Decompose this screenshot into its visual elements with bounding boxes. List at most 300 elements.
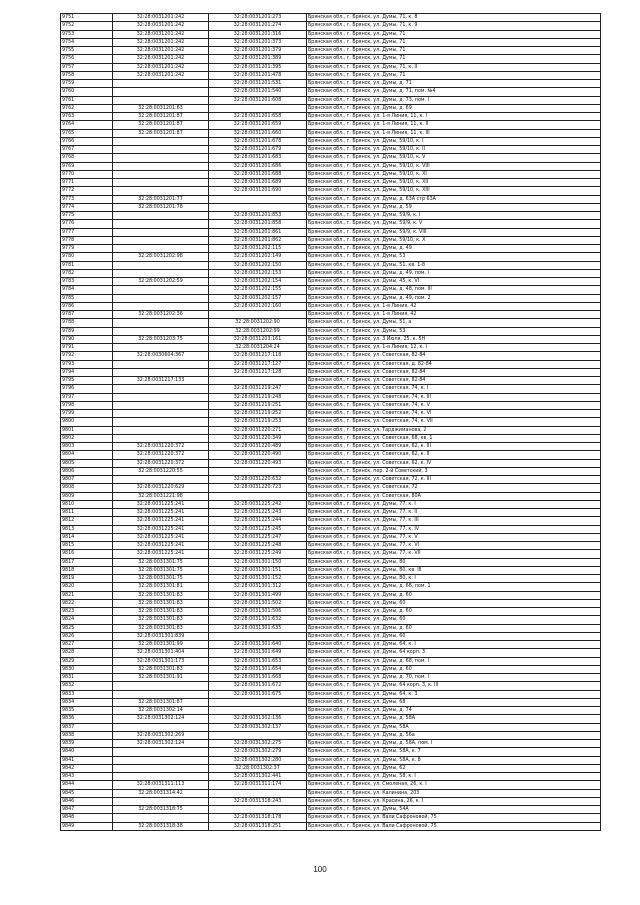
parcel-cadastral-cell (113, 236, 209, 244)
object-cadastral-cell: 32:28:0031201:389 (209, 55, 307, 63)
address-cell: Брянская обл., г. Брянск, ул. Думы, д. 68, пом. 1 (307, 583, 601, 591)
address-cell: Брянская обл., г. Брянск, ул. Советская, 74, к. VI (307, 410, 601, 418)
table-row (61, 344, 601, 352)
table-row (61, 723, 601, 731)
parcel-cadastral-cell: 32:28:0031301:91 (113, 674, 209, 682)
row-number-cell: 9822 (61, 599, 113, 607)
table-row (61, 550, 601, 558)
address-cell: Брянская обл., г. Брянск, ул. Советская, 74, к. V (307, 401, 601, 409)
table-row (61, 434, 601, 442)
parcel-cadastral-cell: 32:28:0031201:242 (113, 14, 209, 22)
object-cadastral-cell: 32:28:0031220:490 (209, 451, 307, 459)
address-cell: Брянская обл., г. Брянск, ул. Думы, 77, к. VII (307, 550, 601, 558)
object-cadastral-cell: 32:28:0031201:689 (209, 179, 307, 187)
row-number-cell: 9828 (61, 649, 113, 657)
row-number-cell: 9814 (61, 533, 113, 541)
row-number-cell: 9832 (61, 682, 113, 690)
address-cell: Брянская обл., г. Брянск, ул. Думы, 80, кв. III (307, 566, 601, 574)
address-cell: Брянская обл., г. Брянск, ул. 1-я Линия, 42 (307, 311, 601, 319)
object-cadastral-cell: 32:28:0031217:118 (209, 352, 307, 360)
table-row (61, 220, 601, 228)
table-row (61, 509, 601, 517)
row-number-cell: 9820 (61, 583, 113, 591)
parcel-cadastral-cell: 32:28:0031201:63 (113, 104, 209, 112)
row-number-cell: 9799 (61, 410, 113, 418)
parcel-cadastral-cell (113, 179, 209, 187)
address-cell: Брянская обл., г. Брянск, ул. Думы, 71, к. 8 (307, 14, 601, 22)
address-cell: Брянская обл., г. Брянск, ул. Советская, 74, к. I (307, 385, 601, 393)
row-number-cell: 9800 (61, 418, 113, 426)
table-row (61, 426, 601, 434)
table-row (61, 641, 601, 649)
object-cadastral-cell: 32:28:0031225:247 (209, 533, 307, 541)
table-row (61, 146, 601, 154)
address-cell: Брянская обл., г. Брянск, ул. Думы, 59/9, к. VIII (307, 228, 601, 236)
table-row (61, 731, 601, 739)
object-cadastral-cell: 32:28:0031201:858 (209, 220, 307, 228)
object-cadastral-cell: 32:28:0031301:152 (209, 575, 307, 583)
parcel-cadastral-cell: 32:28:0031301:173 (113, 657, 209, 665)
table-row (61, 418, 601, 426)
address-cell: Брянская обл., г. Брянск, ул. Думы, 45, к. VI (307, 278, 601, 286)
row-number-cell: 9807 (61, 476, 113, 484)
table-row (61, 822, 601, 830)
parcel-cadastral-cell (113, 170, 209, 178)
object-cadastral-cell: 32:28:0031203:161 (209, 335, 307, 343)
table-row (61, 63, 601, 71)
object-cadastral-cell: 32:28:0031202:155 (209, 286, 307, 294)
object-cadastral-cell: 32:28:0031201:274 (209, 22, 307, 30)
parcel-cadastral-cell: 32:28:0031302:124 (113, 715, 209, 723)
row-number-cell: 9825 (61, 624, 113, 632)
table-row (61, 773, 601, 781)
table-row (61, 715, 601, 723)
table-row (61, 401, 601, 409)
parcel-cadastral-cell: 32:28:0031301:81 (113, 583, 209, 591)
table-row (61, 245, 601, 253)
row-number-cell: 9787 (61, 311, 113, 319)
address-cell: Брянская обл., г. Брянск, ул. Думы, 59/9, к. V (307, 220, 601, 228)
object-cadastral-cell: 32:28:0031220:723 (209, 484, 307, 492)
parcel-cadastral-cell: 32:28:0031301:83 (113, 591, 209, 599)
parcel-cadastral-cell (113, 319, 209, 327)
object-cadastral-cell: 32:28:0031220:489 (209, 443, 307, 451)
row-number-cell: 9780 (61, 253, 113, 261)
object-cadastral-cell (209, 492, 307, 500)
address-cell: Брянская обл., г. Брянск, ул. Советская, 82-84 (307, 368, 601, 376)
table-row (61, 451, 601, 459)
parcel-cadastral-cell (113, 327, 209, 335)
object-cadastral-cell: 32:28:0031219:248 (209, 393, 307, 401)
address-cell: Брянская обл., г. Брянск, ул. Думы, 58, к. I (307, 773, 601, 781)
row-number-cell: 9761 (61, 96, 113, 104)
row-number-cell: 9843 (61, 773, 113, 781)
address-cell: Брянская обл., г. Брянск, ул. 1-я Линия, 11, к. II (307, 121, 601, 129)
object-cadastral-cell: 32:28:0031201:373 (209, 38, 307, 46)
parcel-cadastral-cell: 32:28:0031225:241 (113, 517, 209, 525)
row-number-cell: 9784 (61, 286, 113, 294)
row-number-cell: 9798 (61, 401, 113, 409)
object-cadastral-cell: 32:28:0031302:280 (209, 756, 307, 764)
parcel-cadastral-cell (113, 269, 209, 277)
address-cell: Брянская обл., г. Брянск, ул. Думы, 77, к. IV (307, 525, 601, 533)
parcel-cadastral-cell (113, 764, 209, 772)
object-cadastral-cell: 32:28:0031202:115 (209, 245, 307, 253)
register-table (60, 13, 601, 831)
parcel-cadastral-cell: 32:28:0031201:87 (113, 121, 209, 129)
address-cell: Брянская обл., г. Брянск, ул. Думы, 60 (307, 599, 601, 607)
row-number-cell: 9751 (61, 14, 113, 22)
table-row (61, 616, 601, 624)
object-cadastral-cell: 32:28:0031219:253 (209, 418, 307, 426)
row-number-cell: 9847 (61, 806, 113, 814)
row-number-cell: 9816 (61, 550, 113, 558)
row-number-cell: 9842 (61, 764, 113, 772)
table-row (61, 203, 601, 211)
parcel-cadastral-cell (113, 797, 209, 805)
row-number-cell: 9792 (61, 352, 113, 360)
object-cadastral-cell: 32:28:0031225:242 (209, 500, 307, 508)
row-number-cell: 9778 (61, 236, 113, 244)
address-cell: Брянская обл., г. Брянск, ул. Думы, д. 49, пом. 2 (307, 294, 601, 302)
address-cell: Брянская обл., г. Брянск, ул. Думы, 71, к. II (307, 63, 601, 71)
object-cadastral-cell: 32:28:0031201:531 (209, 80, 307, 88)
row-number-cell: 9777 (61, 228, 113, 236)
parcel-cadastral-cell (113, 773, 209, 781)
parcel-cadastral-cell: 32:28:0031221:98 (113, 492, 209, 500)
address-cell: Брянская обл., г. Брянск, ул. Думы, д. 49 (307, 245, 601, 253)
table-row (61, 261, 601, 269)
object-cadastral-cell (209, 806, 307, 814)
row-number-cell: 9775 (61, 212, 113, 220)
parcel-cadastral-cell: 32:28:0031302:14 (113, 707, 209, 715)
table-row (61, 764, 601, 772)
object-cadastral-cell: 32:28:0031202:157 (209, 294, 307, 302)
address-cell: Брянская обл., г. Брянск, ул. Думы, д. 49, пом. I (307, 269, 601, 277)
table-row (61, 649, 601, 657)
row-number-cell: 9830 (61, 665, 113, 673)
page-number: 100 (313, 865, 327, 874)
table-row (61, 558, 601, 566)
row-number-cell: 9783 (61, 278, 113, 286)
parcel-cadastral-cell: 32:28:0031301:839 (113, 632, 209, 640)
object-cadastral-cell: 32:28:0031220:271 (209, 426, 307, 434)
address-cell: Брянская обл., г. Брянск, ул. Думы, 59/9, к. I (307, 212, 601, 220)
table-row (61, 665, 601, 673)
address-cell: Брянская обл., г. Брянск, ул. Красина, 26, к. I (307, 797, 601, 805)
parcel-cadastral-cell: 32:28:0030604:367 (113, 352, 209, 360)
row-number-cell: 9810 (61, 500, 113, 508)
object-cadastral-cell: 32:28:0031202:154 (209, 278, 307, 286)
parcel-cadastral-cell: 32:28:0031301:99 (113, 641, 209, 649)
address-cell: Брянская обл., г. Брянск, ул. Думы, д. 58А (307, 715, 601, 723)
object-cadastral-cell: 32:28:0031301:502 (209, 599, 307, 607)
parcel-cadastral-cell: 32:28:0031225:241 (113, 509, 209, 517)
object-cadastral-cell: 32:28:0031225:248 (209, 542, 307, 550)
parcel-cadastral-cell (113, 476, 209, 484)
address-cell: Брянская обл., г. Брянск, ул. Думы, д. 68, пом. I (307, 657, 601, 665)
parcel-cadastral-cell: 32:28:0031202:59 (113, 278, 209, 286)
table-row (61, 624, 601, 632)
object-cadastral-cell: 32:28:0031318:178 (209, 814, 307, 822)
table-row (61, 748, 601, 756)
table-row (61, 517, 601, 525)
parcel-cadastral-cell: 32:28:0031301:404 (113, 649, 209, 657)
row-number-cell: 9826 (61, 632, 113, 640)
row-number-cell: 9793 (61, 360, 113, 368)
address-cell: Брянская обл., г. Брянск, ул. 1-я Линия, 12, к. I (307, 344, 601, 352)
row-number-cell: 9786 (61, 302, 113, 310)
parcel-cadastral-cell: 32:28:0031201:87 (113, 113, 209, 121)
address-cell: Брянская обл., г. Брянск, ул. Думы, д. 60 (307, 624, 601, 632)
parcel-cadastral-cell: 32:28:0031301:83 (113, 624, 209, 632)
table-row (61, 269, 601, 277)
table-row (61, 657, 601, 665)
address-cell: Брянская обл., г. Брянск, ул. Вали Сафроновой, 75 (307, 814, 601, 822)
table-row (61, 327, 601, 335)
object-cadastral-cell: 32:28:0031302:441 (209, 773, 307, 781)
address-cell: Брянская обл., г. Брянск, ул. Думы, д. 70, пом. I (307, 674, 601, 682)
address-cell: Брянская обл., г. Брянск, пер. 2-й Советский, 3 (307, 467, 601, 475)
table-row (61, 690, 601, 698)
row-number-cell: 9846 (61, 797, 113, 805)
address-cell: Брянская обл., г. Брянск, ул. Думы, 77, к. I (307, 500, 601, 508)
address-cell: Брянская обл., г. Брянск, ул. 1-я Линия, 42 (307, 302, 601, 310)
address-cell: Брянская обл., г. Брянск, ул. Советская, 62, к. II (307, 451, 601, 459)
table-row (61, 500, 601, 508)
object-cadastral-cell: 32:28:0031202:99 (209, 327, 307, 335)
row-number-cell: 9759 (61, 80, 113, 88)
object-cadastral-cell: 32:28:0031201:379 (209, 47, 307, 55)
row-number-cell: 9835 (61, 707, 113, 715)
address-cell: Брянская обл., г. Брянск, ул. Думы, 77, к. VI (307, 542, 601, 550)
address-cell: Брянская обл., г. Брянск, ул. Думы, 53 (307, 253, 601, 261)
address-cell: Брянская обл., г. Брянск, ул. Думы, 71, к. 9 (307, 22, 601, 30)
table-row (61, 162, 601, 170)
address-cell: Брянская обл., г. Брянск, ул. Думы, 60 (307, 632, 601, 640)
table-row (61, 377, 601, 385)
table-row (61, 71, 601, 79)
row-number-cell: 9821 (61, 591, 113, 599)
object-cadastral-cell: 32:28:0031301:672 (209, 682, 307, 690)
parcel-cadastral-cell: 32:28:0031202:98 (113, 253, 209, 261)
row-number-cell: 9790 (61, 335, 113, 343)
parcel-cadastral-cell (113, 368, 209, 376)
parcel-cadastral-cell (113, 344, 209, 352)
row-number-cell: 9788 (61, 319, 113, 327)
table-row (61, 121, 601, 129)
address-cell: Брянская обл., г. Брянск, ул. Советская, 74, к. III (307, 393, 601, 401)
parcel-cadastral-cell: 32:28:0031203:75 (113, 335, 209, 343)
address-cell: Брянская обл., г. Брянск, ул. Думы, д. 69 (307, 104, 601, 112)
table-row (61, 14, 601, 22)
table-row (61, 476, 601, 484)
object-cadastral-cell: 32:28:0031301:150 (209, 558, 307, 566)
table-row (61, 360, 601, 368)
address-cell: Брянская обл., г. Брянск, ул. Думы, 51, а (307, 319, 601, 327)
object-cadastral-cell: 32:28:0031217:127 (209, 360, 307, 368)
object-cadastral-cell: 32:28:0031201:862 (209, 236, 307, 244)
row-number-cell: 9840 (61, 748, 113, 756)
parcel-cadastral-cell: 32:28:0031301:83 (113, 599, 209, 607)
row-number-cell: 9813 (61, 525, 113, 533)
table-row (61, 410, 601, 418)
address-cell: Брянская обл., г. Брянск, ул. Думы, 51, кв. 1-8 (307, 261, 601, 269)
table-row (61, 253, 601, 261)
object-cadastral-cell (209, 698, 307, 706)
table-row (61, 187, 601, 195)
parcel-cadastral-cell (113, 137, 209, 145)
address-cell: Брянская обл., г. Брянск, ул. Думы, 53 (307, 327, 601, 335)
row-number-cell: 9809 (61, 492, 113, 500)
row-number-cell: 9785 (61, 294, 113, 302)
row-number-cell: 9774 (61, 203, 113, 211)
object-cadastral-cell: 32:28:0031201:686 (209, 162, 307, 170)
parcel-cadastral-cell (113, 385, 209, 393)
object-cadastral-cell: 32:28:0031302:136 (209, 715, 307, 723)
row-number-cell: 9831 (61, 674, 113, 682)
row-number-cell: 9801 (61, 426, 113, 434)
parcel-cadastral-cell: 32:28:0031225:241 (113, 525, 209, 533)
row-number-cell: 9795 (61, 377, 113, 385)
object-cadastral-cell (209, 731, 307, 739)
parcel-cadastral-cell (113, 187, 209, 195)
parcel-cadastral-cell: 32:28:0031217:133 (113, 377, 209, 385)
address-cell: Брянская обл., г. Брянск, ул. Думы, 80, к. I (307, 575, 601, 583)
object-cadastral-cell: 32:28:0031201:395 (209, 63, 307, 71)
row-number-cell: 9770 (61, 170, 113, 178)
address-cell: Брянская обл., г. Брянск, ул. Думы, 59/10, к. XIII (307, 187, 601, 195)
parcel-cadastral-cell (113, 393, 209, 401)
parcel-cadastral-cell (113, 88, 209, 96)
parcel-cadastral-cell (113, 80, 209, 88)
table-row (61, 492, 601, 500)
object-cadastral-cell: 32:28:0031202:150 (209, 261, 307, 269)
table-row (61, 311, 601, 319)
row-number-cell: 9834 (61, 698, 113, 706)
object-cadastral-cell: 32:28:0031225:243 (209, 509, 307, 517)
address-cell: Брянская обл., г. Брянск, ул. Думы, 77, к. III (307, 517, 601, 525)
address-cell: Брянская обл., г. Брянск, ул. Думы, д. 60 (307, 665, 601, 673)
row-number-cell: 9773 (61, 195, 113, 203)
table-row (61, 385, 601, 393)
object-cadastral-cell: 32:28:0031201:678 (209, 137, 307, 145)
table-row (61, 599, 601, 607)
parcel-cadastral-cell: 32:28:0031302:269 (113, 731, 209, 739)
parcel-cadastral-cell (113, 96, 209, 104)
address-cell: Брянская обл., г. Брянск, ул. Смоленая, 26, к. I (307, 781, 601, 789)
parcel-cadastral-cell (113, 212, 209, 220)
object-cadastral-cell: 32:28:0031302:275 (209, 740, 307, 748)
register-table-body (61, 14, 601, 831)
row-number-cell: 9755 (61, 47, 113, 55)
parcel-cadastral-cell: 32:28:0031201:242 (113, 22, 209, 30)
address-cell: Брянская обл., г. Брянск, ул. Думы, д. 71 (307, 80, 601, 88)
row-number-cell: 9849 (61, 822, 113, 830)
parcel-cadastral-cell (113, 261, 209, 269)
object-cadastral-cell: 32:28:0031311:174 (209, 781, 307, 789)
address-cell: Брянская обл., г. Брянск, ул. 3 Июля, 25, к. 5Н (307, 335, 601, 343)
table-row (61, 575, 601, 583)
object-cadastral-cell: 32:28:0031202:90 (209, 319, 307, 327)
address-cell: Брянская обл., г. Брянск, ул. Думы, д. 73, пом. I (307, 96, 601, 104)
row-number-cell: 9844 (61, 781, 113, 789)
table-row (61, 368, 601, 376)
object-cadastral-cell: 32:28:0031202:160 (209, 302, 307, 310)
table-row (61, 294, 601, 302)
address-cell: Брянская обл., г. Брянск, ул. Думы, 80 (307, 558, 601, 566)
table-row (61, 352, 601, 360)
object-cadastral-cell: 32:28:0031217:128 (209, 368, 307, 376)
address-cell: Брянская обл., г. Брянск, ул. 1-я Линия, 11, к. III (307, 129, 601, 137)
table-row (61, 179, 601, 187)
object-cadastral-cell: 32:28:0031201:478 (209, 71, 307, 79)
parcel-cadastral-cell: 32:28:0031201:242 (113, 55, 209, 63)
object-cadastral-cell: 32:28:0031220:493 (209, 459, 307, 467)
table-row (61, 459, 601, 467)
object-cadastral-cell: 32:28:0031302:37 (209, 764, 307, 772)
parcel-cadastral-cell (113, 748, 209, 756)
table-row (61, 525, 601, 533)
address-cell: Брянская обл., г. Брянск, ул. Советская, 68, кв. 1 (307, 434, 601, 442)
object-cadastral-cell: 32:28:0031301:668 (209, 674, 307, 682)
row-number-cell: 9797 (61, 393, 113, 401)
address-cell: Брянская обл., г. Брянск, ул. Думы, 68 (307, 698, 601, 706)
object-cadastral-cell (209, 377, 307, 385)
address-cell: Брянская обл., г. Брянск, ул. Думы, 59/10, к. XI (307, 170, 601, 178)
table-row (61, 212, 601, 220)
address-cell: Брянская обл., г. Брянск, ул. Думы, 77, к. V (307, 533, 601, 541)
object-cadastral-cell: 32:28:0031301:632 (209, 616, 307, 624)
row-number-cell: 9768 (61, 154, 113, 162)
address-cell: Брянская обл., г. Брянск, ул. Думы, 59/10, к. XII (307, 179, 601, 187)
object-cadastral-cell: 32:28:0031301:506 (209, 608, 307, 616)
table-row (61, 88, 601, 96)
table-row (61, 104, 601, 112)
address-cell: Брянская обл., г. Брянск, ул. Думы, 71 (307, 38, 601, 46)
parcel-cadastral-cell: 32:28:0031220:55 (113, 467, 209, 475)
row-number-cell: 9818 (61, 566, 113, 574)
table-row (61, 129, 601, 137)
table-row (61, 806, 601, 814)
table-row (61, 740, 601, 748)
parcel-cadastral-cell: 32:28:0031318:75 (113, 806, 209, 814)
address-cell: Брянская обл., г. Брянск, ул. Тарджиманова, 2 (307, 426, 601, 434)
table-row (61, 533, 601, 541)
parcel-cadastral-cell: 32:28:0031201:242 (113, 47, 209, 55)
object-cadastral-cell: 32:28:0031201:608 (209, 96, 307, 104)
row-number-cell: 9782 (61, 269, 113, 277)
parcel-cadastral-cell (113, 690, 209, 698)
parcel-cadastral-cell: 32:28:0031314:42 (113, 789, 209, 797)
parcel-cadastral-cell: 32:28:0031220:372 (113, 459, 209, 467)
table-row (61, 814, 601, 822)
object-cadastral-cell: 32:28:0031201:683 (209, 154, 307, 162)
object-cadastral-cell: 32:28:0031201:658 (209, 113, 307, 121)
address-cell: Брянская обл., г. Брянск, ул. Советская, 72 (307, 484, 601, 492)
parcel-cadastral-cell: 32:28:0031201:242 (113, 63, 209, 71)
parcel-cadastral-cell (113, 723, 209, 731)
row-number-cell: 9753 (61, 30, 113, 38)
row-number-cell: 9803 (61, 443, 113, 451)
table-row (61, 583, 601, 591)
parcel-cadastral-cell: 32:28:0031225:241 (113, 542, 209, 550)
parcel-cadastral-cell (113, 426, 209, 434)
object-cadastral-cell: 32:28:0031201:853 (209, 212, 307, 220)
row-number-cell: 9791 (61, 344, 113, 352)
table-row (61, 797, 601, 805)
parcel-cadastral-cell (113, 360, 209, 368)
